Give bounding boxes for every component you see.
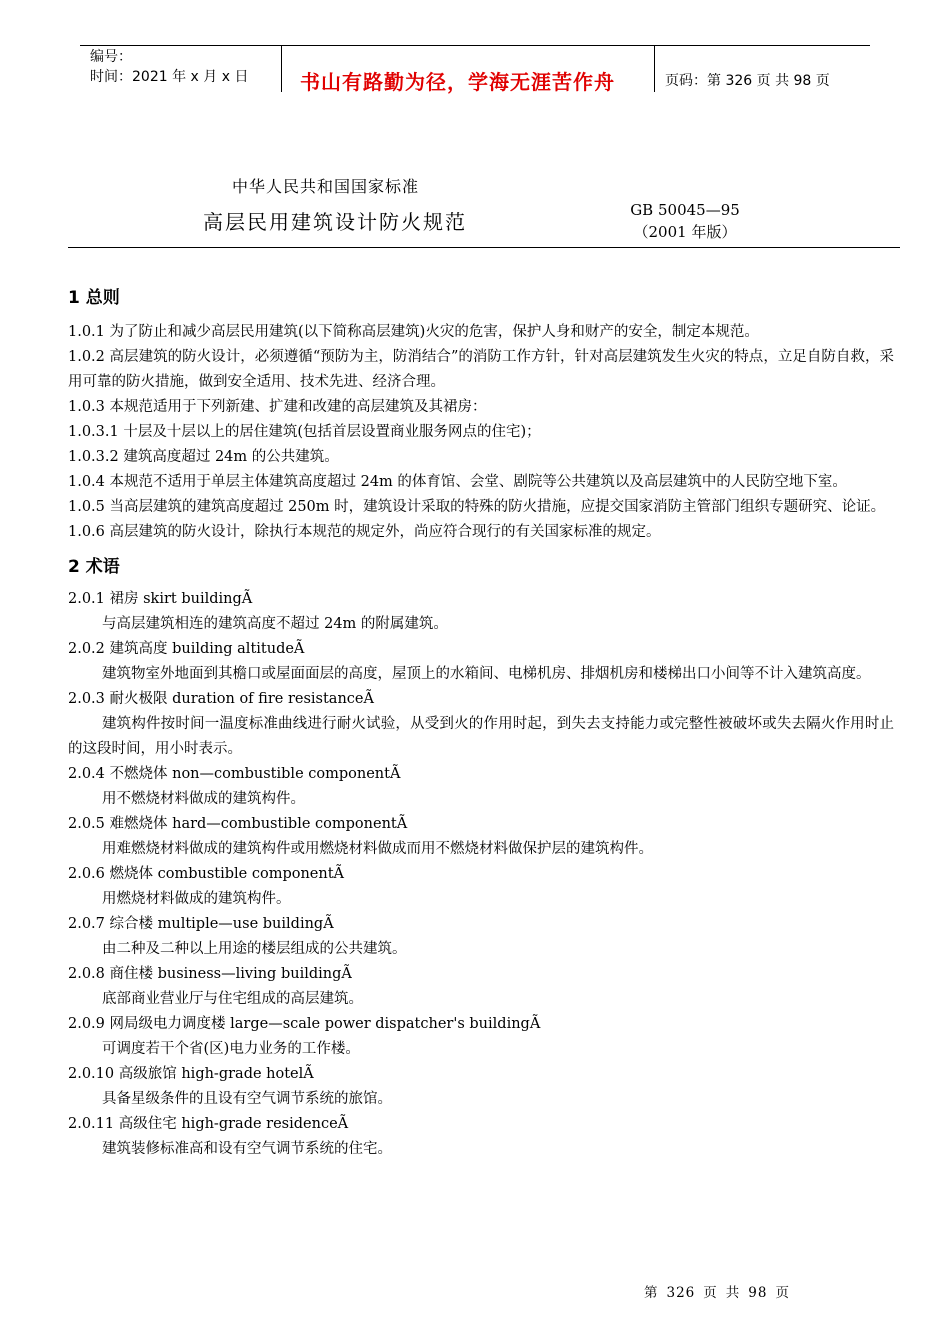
header-page-info: 页码：第 326 页 共 98 页 [665,73,830,89]
clause-paragraph: 1.0.3.1 十层及十层以上的居住建筑(包括首层设置商业服务网点的住宅)； [68,424,541,440]
standard-code-block [630,199,740,243]
header-divider-right [654,45,655,92]
term-definition: 与高层建筑相连的建筑高度不超过 24m 的附属建筑。 [102,616,448,632]
document-title: 高层民用建筑设计防火规范 [203,210,467,234]
term-definition: 可调度若干个省(区)电力业务的工作楼。 [102,1041,360,1057]
term-definition: 用难燃烧材料做成的建筑构件或用燃烧材料做成而用不燃烧材料做保护层的建筑构件。 [102,841,653,857]
term-heading: 2.0.6 燃烧体 combustible componentÃ [68,866,345,882]
title-rule [68,247,900,248]
footer-ye-end: 页 [775,1285,790,1301]
footer-di: 第 [644,1285,659,1301]
term-definition: 用燃烧材料做成的建筑构件。 [102,891,291,907]
footer-page-number: 326 [666,1285,696,1301]
page-footer [640,1281,794,1301]
term-heading: 2.0.9 网局级电力调度楼 large—scale power dispatcher's buildingÃ [68,1016,541,1032]
term-definition: 建筑构件按时间一温度标准曲线进行耐火试验，从受到火的作用时起，到失去支持能力或完整性被破坏或失去隔火作用时止的这段时间，用小时表示。 [68,716,894,757]
section-terms [68,587,894,1162]
time-label: 时间：2021 年 x 月 x 日 [90,69,249,85]
term-heading: 2.0.4 不燃烧体 non—combustible componentÃ [68,766,401,782]
footer-total-pages: 98 [748,1285,768,1301]
term-definition: 建筑装修标准高和设有空气调节系统的住宅。 [102,1141,392,1157]
clause-paragraph: 1.0.2 高层建筑的防火设计，必须遵循“预防为主，防消结合”的消防工作方针，针对高层建筑发生火灾的特点，立足自防自救，采用可靠的防火措施，做到安全适用、技术先进、经济合理。 [68,349,894,390]
section-heading-general: 1 总则 [68,288,120,308]
document-body [68,280,894,1162]
term-definition: 由二种及二种以上用途的楼层组成的公共建筑。 [102,941,407,957]
clause-paragraph: 1.0.6 高层建筑的防火设计，除执行本规范的规定外，尚应符合现行的有关国家标准的规定。 [68,524,661,540]
term-definition: 底部商业营业厅与住宅组成的高层建筑。 [102,991,363,1007]
standard-edition: （2001 年版） [633,223,737,241]
term-heading: 2.0.1 裙房 skirt buildingÃ [68,591,253,607]
standard-name: 中华人民共和国国家标准 [232,177,420,196]
clause-paragraph: 1.0.3 本规范适用于下列新建、扩建和改建的高层建筑及其裙房： [68,399,487,415]
term-definition: 用不燃烧材料做成的建筑构件。 [102,791,305,807]
footer-ye: 页 [703,1285,718,1301]
header-motto: 书山有路勤为径，学海无涯苦作舟 [300,70,615,94]
term-heading: 2.0.10 高级旅馆 high-grade hotelÃ [68,1066,314,1082]
term-heading: 2.0.7 综合楼 multiple—use buildingÃ [68,916,334,932]
serial-label: 编号： [90,49,132,65]
clause-paragraph: 1.0.5 当高层建筑的建筑高度超过 250m 时，建筑设计采取的特殊的防火措施，应提交国家消防主管部门组织专题研究、论证。 [68,499,886,515]
header-divider-left [281,45,282,92]
term-heading: 2.0.2 建筑高度 building altitudeÃ [68,641,305,657]
clause-paragraph: 1.0.3.2 建筑高度超过 24m 的公共建筑。 [68,449,339,465]
term-definition: 具备星级条件的且设有空气调节系统的旅馆。 [102,1091,392,1107]
term-definition: 建筑物室外地面到其檐口或屋面面层的高度，屋顶上的水箱间、电梯机房、排烟机房和楼梯出口小间等不计入建筑高度。 [102,666,871,682]
term-heading: 2.0.11 高级住宅 high-grade residenceÃ [68,1116,349,1132]
standard-code: GB 50045—95 [630,201,740,219]
term-heading: 2.0.5 难燃烧体 hard—combustible componentÃ [68,816,408,832]
footer-gong: 共 [725,1285,741,1301]
clause-paragraph: 1.0.1 为了防止和减少高层民用建筑(以下简称高层建筑)火灾的危害，保护人身和财产的安全，制定本规范。 [68,324,759,340]
header-top-rule [80,45,870,46]
header-meta [90,47,248,87]
term-heading: 2.0.3 耐火极限 duration of fire resistanceÃ [68,691,374,707]
section-heading-terms: 2 术语 [68,557,120,577]
section-general [68,320,894,545]
clause-paragraph: 1.0.4 本规范不适用于单层主体建筑高度超过 24m 的体育馆、会堂、剧院等公共建筑以及高层建筑中的人民防空地下室。 [68,474,847,490]
term-heading: 2.0.8 商住楼 business—living buildingÃ [68,966,352,982]
